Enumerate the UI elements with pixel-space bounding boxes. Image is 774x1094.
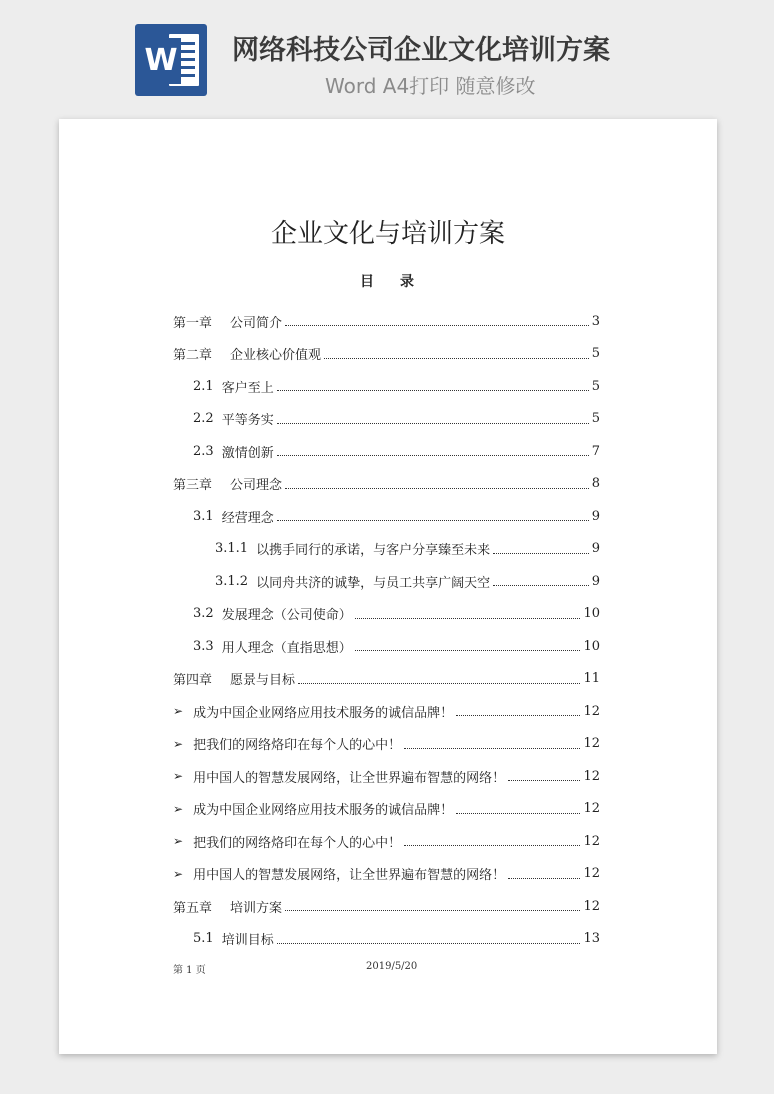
toc-entry-text: 经营理念 [221, 510, 274, 526]
toc-entry-page: 10 [583, 638, 600, 654]
toc-leader-dots [508, 877, 580, 879]
word-icon-letter: W [141, 38, 181, 84]
toc-leader-dots [493, 584, 589, 586]
toc-entry-page: 7 [591, 443, 600, 459]
toc-entry-text: 成为中国企业网络应用技术服务的诚信品牌！ [193, 705, 454, 721]
toc-entry-number: 第四章 [173, 673, 213, 689]
toc-entry[interactable] [173, 403, 600, 436]
toc-entry-page: 12 [583, 866, 600, 882]
banner-subtitle: Word A4打印 随意修改 [325, 74, 536, 98]
toc-entry-page: 9 [591, 508, 600, 524]
toc-entry[interactable] [173, 630, 600, 663]
toc-entry-page: 10 [583, 606, 600, 622]
banner-title: 网络科技公司企业文化培训方案 [232, 35, 610, 66]
toc-leader-dots [277, 519, 589, 521]
toc-entry[interactable] [173, 468, 600, 501]
arrow-bullet-icon: ➢ [173, 736, 184, 751]
toc-entry-text: 以同舟共济的诚挚，与员工共享广阔天空 [256, 575, 491, 591]
toc-entry[interactable] [173, 760, 600, 793]
arrow-bullet-icon: ➢ [173, 834, 184, 849]
toc-entry[interactable] [173, 890, 600, 923]
toc-entry-text: 公司理念 [230, 478, 283, 494]
toc-entry-page: 3 [591, 313, 600, 329]
header-banner [0, 0, 774, 110]
arrow-bullet-icon: ➢ [173, 801, 184, 816]
toc-entry-text: 培训目标 [221, 933, 274, 949]
arrow-bullet-icon: ➢ [173, 769, 184, 784]
toc-leader-dots [355, 617, 581, 619]
toc-entry-number: 5.1 [193, 931, 214, 947]
toc-entry[interactable] [173, 565, 600, 598]
toc-leader-dots [456, 714, 580, 716]
toc-leader-dots [277, 942, 581, 944]
toc-entry-number: 第一章 [173, 315, 213, 331]
toc-entry-text: 把我们的网络烙印在每个人的心中！ [193, 738, 402, 754]
toc-entry[interactable] [173, 858, 600, 891]
toc-entry-text: 培训方案 [230, 900, 283, 916]
toc-entry-text: 用中国人的智慧发展网络，让全世界遍布智慧的网络！ [193, 868, 506, 884]
toc-entry-text: 把我们的网络烙印在每个人的心中！ [193, 835, 402, 851]
footer-page-number: 第 1 页 [173, 965, 206, 976]
toc-entry[interactable] [173, 435, 600, 468]
document-page [59, 119, 717, 1054]
toc-entry-text: 公司简介 [230, 315, 283, 331]
toc-entry-number: 3.1.2 [215, 573, 249, 589]
toc-entry-number: 3.2 [193, 606, 214, 622]
toc-entry[interactable] [173, 338, 600, 371]
toc-leader-dots [277, 454, 589, 456]
toc-entry-page: 12 [583, 703, 600, 719]
arrow-bullet-icon: ➢ [173, 866, 184, 881]
document-title: 企业文化与培训方案 [270, 219, 505, 249]
toc-entry[interactable] [173, 598, 600, 631]
toc-entry-page: 12 [583, 736, 600, 752]
toc-leader-dots [355, 649, 581, 651]
toc-leader-dots [404, 844, 580, 846]
toc-entry-page: 13 [583, 931, 600, 947]
toc-entry[interactable] [173, 825, 600, 858]
toc-entry-page: 12 [583, 898, 600, 914]
toc-leader-dots [456, 812, 580, 814]
toc-heading-right: 录 [400, 274, 416, 290]
toc-entry[interactable] [173, 695, 600, 728]
toc-leader-dots [493, 552, 589, 554]
toc-entry-number: 2.2 [193, 411, 214, 427]
toc-entry-text: 平等务实 [221, 413, 274, 429]
toc-leader-dots [508, 779, 580, 781]
toc-leader-dots [298, 682, 580, 684]
toc-entry[interactable] [173, 728, 600, 761]
toc-entry-text: 用人理念（直指思想） [221, 640, 352, 656]
toc-heading [59, 271, 717, 291]
toc-entry-number: 3.1.1 [215, 541, 249, 557]
toc-leader-dots [277, 422, 589, 424]
toc-entry-text: 发展理念（公司使命） [221, 608, 352, 624]
toc-entry-text: 以携手同行的承诺，与客户分享臻至未来 [256, 543, 491, 559]
toc-entry[interactable] [173, 533, 600, 566]
toc-entry-text: 愿景与目标 [230, 673, 296, 689]
toc-entry-text: 成为中国企业网络应用技术服务的诚信品牌！ [193, 803, 454, 819]
toc-entry-page: 12 [583, 833, 600, 849]
toc-entry-number: 2.1 [193, 378, 214, 394]
toc-entry-page: 12 [583, 768, 600, 784]
table-of-contents [173, 305, 600, 955]
toc-entry[interactable] [173, 793, 600, 826]
word-document-icon [135, 24, 207, 96]
toc-entry[interactable] [173, 663, 600, 696]
toc-entry[interactable] [173, 370, 600, 403]
toc-entry[interactable] [173, 923, 600, 956]
toc-entry-number: 3.3 [193, 638, 214, 654]
toc-entry[interactable] [173, 500, 600, 533]
toc-entry-page: 12 [583, 801, 600, 817]
toc-entry-text: 用中国人的智慧发展网络，让全世界遍布智慧的网络！ [193, 770, 506, 786]
toc-entry-number: 第三章 [173, 478, 213, 494]
toc-entry-page: 11 [583, 671, 600, 687]
toc-entry-page: 9 [591, 573, 600, 589]
toc-leader-dots [404, 747, 580, 749]
toc-entry-number: 3.1 [193, 508, 214, 524]
toc-leader-dots [285, 324, 589, 326]
toc-entry-text: 激情创新 [221, 445, 274, 461]
toc-entry[interactable] [173, 305, 600, 338]
toc-heading-left: 目 [360, 274, 376, 290]
toc-entry-number: 第二章 [173, 348, 213, 364]
arrow-bullet-icon: ➢ [173, 704, 184, 719]
toc-entry-number: 第五章 [173, 900, 213, 916]
toc-leader-dots [324, 357, 589, 359]
toc-leader-dots [277, 389, 589, 391]
toc-leader-dots [285, 487, 589, 489]
toc-entry-page: 5 [591, 411, 600, 427]
toc-entry-page: 9 [591, 541, 600, 557]
footer-date: 2019/5/20 [366, 961, 418, 972]
toc-entry-text: 企业核心价值观 [230, 348, 322, 364]
toc-entry-page: 5 [591, 378, 600, 394]
toc-entry-page: 5 [591, 346, 600, 362]
toc-entry-number: 2.3 [193, 443, 214, 459]
toc-entry-text: 客户至上 [221, 380, 274, 396]
toc-entry-page: 8 [591, 476, 600, 492]
toc-leader-dots [285, 909, 580, 911]
